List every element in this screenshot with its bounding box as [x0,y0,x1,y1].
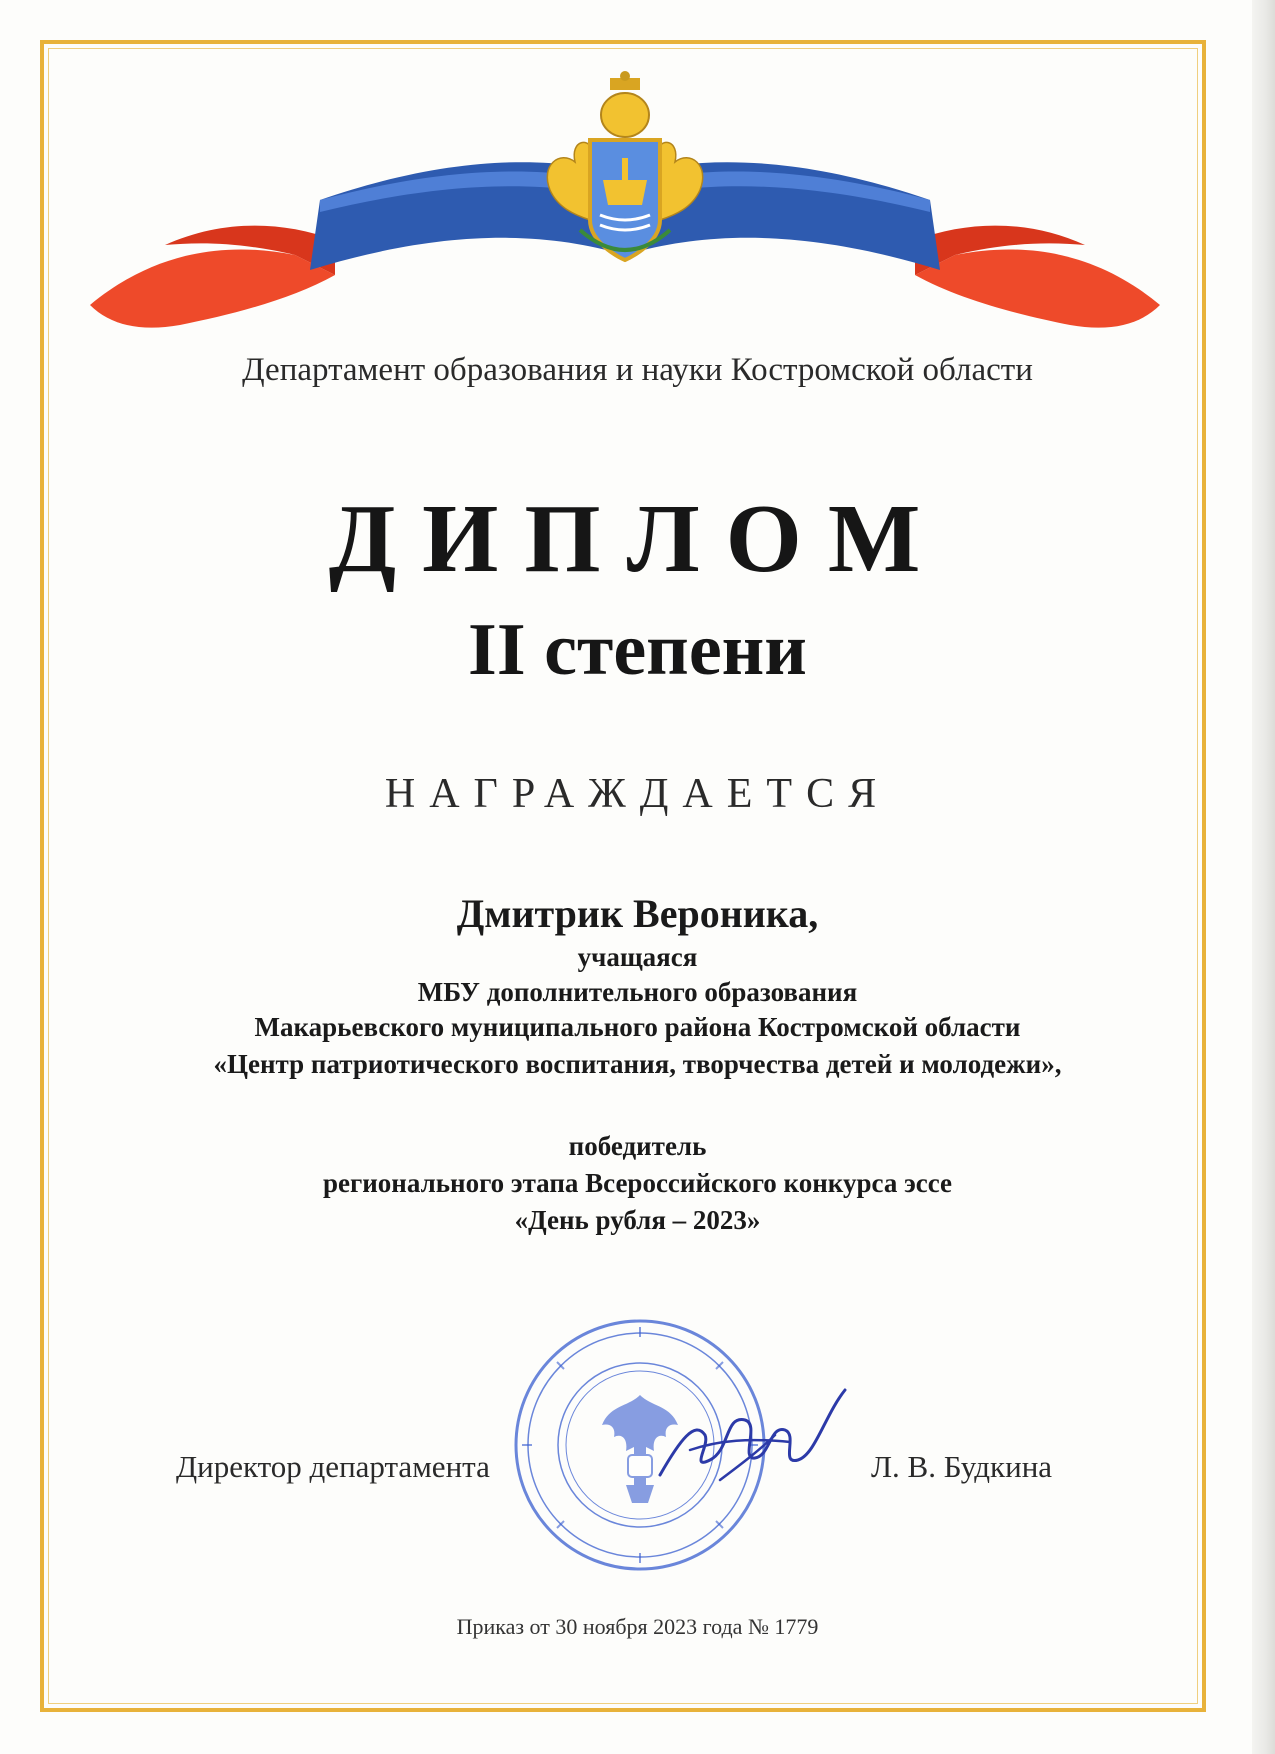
awarded-heading: НАГРАЖДАЕТСЯ [384,771,891,817]
ribbon-emblem [70,70,1180,340]
recipient-org-line2: Макарьевского муниципального района Костромской области [254,1012,1021,1042]
recipient-org-line1: МБУ дополнительного образования [417,977,858,1007]
achievement-contest-name: «День рубля – 2023» [514,1205,761,1235]
recipient-status: учащаяся [577,942,698,972]
ribbon-banner-icon [70,70,1180,340]
handwritten-signature [650,1380,850,1500]
order-reference: Приказ от 30 ноября 2023 года № 1779 [456,1614,819,1639]
achievement-role: победитель [568,1131,707,1161]
page-edge [1252,0,1275,1754]
recipient-name: Дмитрик Вероника, [456,891,819,936]
achievement-contest: регионального этапа Всероссийского конкурса эссе [322,1168,953,1198]
signatory-position: Директор департамента [176,1449,490,1484]
signatory-name: Л. В. Будкина [871,1449,1053,1484]
diploma-title: ДИПЛОМ [328,485,947,593]
diploma-degree: II степени [468,609,807,691]
department-name: Департамент образования и науки Костромской области [242,352,1033,388]
recipient-org-line3: «Центр патриотического воспитания, творчества детей и молодежи», [213,1049,1062,1079]
